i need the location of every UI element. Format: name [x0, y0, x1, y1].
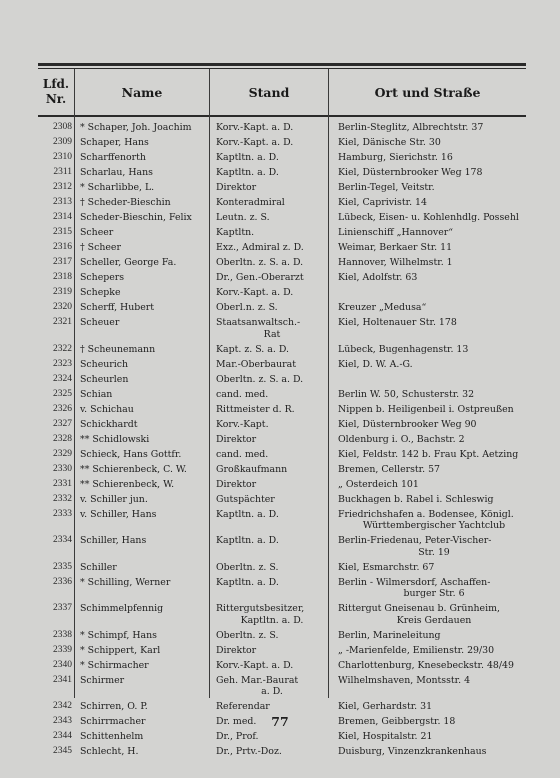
- row-name: Scharlau, Hans: [80, 167, 153, 178]
- row-number: 2325: [53, 388, 72, 399]
- row-number: 2321: [53, 317, 72, 327]
- header-stand: Stand: [248, 84, 290, 100]
- header-name: Name: [121, 84, 163, 100]
- row-name: Schieck, Hans Gottfr.: [80, 448, 182, 460]
- row-ort: „ Osterdeich 101: [338, 478, 419, 490]
- row-name: * Schippert, Karl: [80, 644, 161, 656]
- row-stand: Dr., Prof.: [216, 731, 259, 742]
- row-ort-continued: Kreis Gerdauen: [396, 614, 472, 626]
- row-stand-continued: Kaptltn. a. D.: [240, 614, 304, 626]
- header-ort: Ort und Straße: [374, 84, 481, 100]
- row-ort-continued: Str. 19: [418, 546, 450, 558]
- row-name: * Schaper, Joh. Joachim: [80, 122, 192, 133]
- row-stand: Gutspächter: [216, 493, 275, 505]
- row-ort: Friedrichshafen a. Bodensee, Königl.: [338, 508, 514, 520]
- row-name: Schiller, Hans: [80, 535, 147, 546]
- row-name: v. Schiller, Hans: [80, 508, 157, 520]
- row-ort: Bremen, Geibbergstr. 18: [338, 716, 456, 727]
- row-stand: Dr., Prtv.-Doz.: [216, 746, 282, 757]
- row-stand: Kaptltn. a. D.: [216, 576, 279, 588]
- row-number: 2327: [53, 418, 72, 429]
- row-name: Schimmelpfennig: [80, 603, 164, 614]
- column-divider-1: [74, 69, 75, 698]
- row-stand: Korv.-Kapt. a. D.: [216, 287, 294, 298]
- row-number: 2311: [53, 167, 72, 177]
- row-number: 2326: [53, 403, 72, 414]
- row-ort: Berlin, Marineleitung: [338, 629, 441, 641]
- row-stand: Referendar: [216, 701, 270, 712]
- row-ort: Duisburg, Vinzenzkrankenhaus: [338, 746, 487, 757]
- row-name: Scharffenorth: [80, 152, 146, 163]
- row-number: 2334: [53, 535, 72, 545]
- row-ort: Buckhagen b. Rabel i. Schleswig: [338, 493, 494, 505]
- row-name: Scheller, George Fa.: [80, 257, 177, 268]
- row-stand: Exz., Admiral z. D.: [216, 242, 304, 253]
- row-stand: Dr. med.: [216, 716, 257, 727]
- row-ort-continued: Württembergischer Yachtclub: [362, 520, 506, 531]
- row-name: Scheurlen: [80, 373, 129, 385]
- row-stand: Korv.-Kapt.: [216, 418, 269, 430]
- row-number: 2312: [53, 182, 72, 192]
- row-name: Schepers: [80, 272, 125, 283]
- row-number: 2322: [53, 343, 72, 354]
- row-number: 2330: [53, 463, 72, 474]
- row-name: Schirren, O. P.: [80, 701, 148, 712]
- row-ort: Nippen b. Heiligenbeil i. Ostpreußen: [338, 403, 514, 415]
- row-ort: Berlin-Friedenau, Peter-Vischer-: [338, 535, 492, 546]
- row-ort: Kiel, Adolfstr. 63: [338, 272, 418, 283]
- top-rule-thick: [38, 63, 526, 66]
- row-number: 2319: [53, 287, 72, 297]
- header-lfd-line1: Lfd.: [42, 77, 70, 91]
- row-ort: Kiel, Dänische Str. 30: [338, 137, 441, 148]
- row-number: 2320: [53, 302, 72, 312]
- row-stand: Kaptltn. a. D.: [216, 535, 279, 546]
- row-number: 2316: [53, 242, 72, 252]
- row-ort: Bremen, Cellerstr. 57: [338, 463, 441, 475]
- row-number: 2341: [53, 674, 72, 685]
- row-stand: Rittergutsbesitzer,: [216, 603, 305, 614]
- row-number: 2340: [53, 659, 72, 670]
- row-stand: Dr., Gen.-Oberarzt: [216, 272, 304, 283]
- row-name: * Schirmacher: [80, 659, 149, 671]
- row-stand: Kaptltn. a. D.: [216, 167, 279, 178]
- row-name: Scheer: [80, 227, 114, 238]
- row-number: 2314: [53, 212, 72, 222]
- row-number: 2345: [53, 746, 72, 756]
- row-stand: Direktor: [216, 644, 257, 656]
- row-name: v. Schichau: [80, 403, 134, 415]
- row-stand: Direktor: [216, 478, 257, 490]
- row-name: ** Schierenbeck, W.: [80, 478, 175, 490]
- row-number: 2342: [53, 701, 72, 711]
- row-stand: Kaptltn.: [216, 227, 255, 238]
- row-ort: Charlottenburg, Knesebeckstr. 48/49: [338, 659, 514, 671]
- row-name: ** Schierenbeck, C. W.: [80, 463, 187, 475]
- row-number: 2338: [53, 629, 72, 640]
- row-ort: Berlin-Steglitz, Albrechtstr. 37: [338, 122, 484, 133]
- header-rule: [38, 115, 526, 117]
- row-stand: Leutn. z. S.: [216, 212, 270, 223]
- row-number: 2343: [53, 716, 72, 726]
- row-number: 2331: [53, 478, 72, 489]
- row-name: * Schilling, Werner: [80, 576, 171, 588]
- row-name: Scheurich: [80, 358, 129, 370]
- row-ort: „ -Marienfelde, Emilienstr. 29/30: [338, 644, 495, 656]
- row-ort: Kiel, Holtenauer Str. 178: [338, 317, 457, 328]
- row-number: 2344: [53, 731, 72, 741]
- row-stand: Mar.-Oberbaurat: [216, 358, 296, 370]
- row-stand-continued: Rat: [263, 328, 281, 340]
- row-number: 2323: [53, 358, 72, 369]
- row-ort: Kiel, Düsternbrooker Weg 178: [338, 167, 483, 178]
- row-stand: Oberltn. z. S. a. D.: [216, 257, 304, 268]
- column-divider-2: [209, 69, 210, 698]
- row-name: * Scharlibbe, L.: [80, 182, 155, 193]
- row-ort: Kiel, Düsternbrooker Weg 90: [338, 418, 477, 430]
- row-ort: Wilhelmshaven, Montsstr. 4: [338, 674, 471, 686]
- row-stand: Kapt. z. S. a. D.: [216, 343, 289, 355]
- row-name: Scheder-Bieschin, Felix: [80, 212, 192, 223]
- row-number: 2310: [53, 152, 72, 162]
- row-stand: Korv.-Kapt. a. D.: [216, 122, 294, 133]
- column-divider-3: [328, 69, 329, 698]
- row-number: 2329: [53, 448, 72, 459]
- row-stand: Korv.-Kapt. a. D.: [216, 137, 294, 148]
- page-number: 77: [271, 714, 289, 729]
- row-number: 2332: [53, 493, 72, 504]
- row-stand: Oberltn. z. S. a. D.: [216, 373, 304, 385]
- row-name: Schian: [80, 388, 113, 400]
- row-stand: Großkaufmann: [216, 463, 288, 475]
- row-number: 2337: [53, 603, 72, 613]
- row-name: † Scheder-Bieschin: [80, 197, 171, 208]
- row-stand-continued: a. D.: [261, 686, 283, 697]
- row-ort: Weimar, Berkaer Str. 11: [338, 242, 453, 253]
- row-number: 2318: [53, 272, 72, 282]
- row-ort: Kiel, Gerhardstr. 31: [338, 701, 433, 712]
- row-name: Scheuer: [80, 317, 120, 328]
- row-stand: Konteradmiral: [216, 197, 285, 208]
- row-number: 2328: [53, 433, 72, 444]
- row-name: Scherff, Hubert: [80, 302, 155, 313]
- row-ort: Rittergut Gneisenau b. Grünheim,: [338, 603, 500, 614]
- row-number: 2336: [53, 576, 72, 587]
- row-stand: Geh. Mar.-Baurat: [216, 674, 299, 686]
- row-name: Schirmer: [80, 674, 125, 686]
- row-name: † Scheer: [80, 242, 121, 253]
- row-number: 2333: [53, 508, 72, 519]
- row-ort: Hannover, Wilhelmstr. 1: [338, 257, 453, 268]
- row-ort: Kiel, Caprivistr. 14: [338, 197, 427, 208]
- row-ort: Kiel, D. W. A.-G.: [338, 358, 413, 370]
- row-ort: Kiel, Hospitalstr. 21: [338, 731, 433, 742]
- header-lfd-nr: [38, 69, 74, 115]
- row-stand: Kaptltn. a. D.: [216, 152, 279, 163]
- row-number: 2335: [53, 561, 72, 572]
- row-stand: Direktor: [216, 182, 257, 193]
- row-name: Schlecht, H.: [80, 746, 139, 757]
- row-name: Schaper, Hans: [80, 137, 149, 148]
- row-number: 2308: [53, 122, 72, 132]
- row-name: ** Schidlowski: [80, 433, 150, 445]
- row-number: 2339: [53, 644, 72, 655]
- row-name: Schittenhelm: [80, 731, 144, 742]
- row-number: 2317: [53, 257, 72, 267]
- row-number: 2324: [53, 373, 72, 384]
- row-number: 2313: [53, 197, 72, 207]
- row-ort: Hamburg, Sierichstr. 16: [338, 152, 453, 163]
- row-name: v. Schiller jun.: [80, 493, 148, 505]
- row-number: 2309: [53, 137, 72, 147]
- row-stand: Oberltn. z. S.: [216, 561, 279, 573]
- row-stand: cand. med.: [216, 448, 269, 460]
- row-ort: Berlin - Wilmersdorf, Aschaffen-: [338, 576, 491, 588]
- row-name: * Schimpf, Hans: [80, 629, 157, 641]
- row-stand: Rittmeister d. R.: [216, 403, 295, 415]
- row-name: Schirrmacher: [80, 716, 146, 727]
- row-stand: Oberl.n. z. S.: [216, 302, 278, 313]
- row-name: Schickhardt: [80, 418, 138, 430]
- row-ort: Lübeck, Bugenhagenstr. 13: [338, 343, 469, 355]
- row-ort: Linienschiff „Hannover“: [338, 227, 454, 238]
- row-stand: Direktor: [216, 433, 257, 445]
- row-ort-continued: burger Str. 6: [403, 588, 465, 599]
- row-name: Schepke: [80, 287, 121, 298]
- row-ort: Kreuzer „Medusa“: [338, 302, 427, 313]
- row-stand: cand. med.: [216, 388, 269, 400]
- row-name: † Scheunemann: [80, 343, 156, 355]
- row-ort: Kiel, Esmarchstr. 67: [338, 561, 435, 573]
- row-stand: Staatsanwaltsch.-: [216, 317, 301, 328]
- row-ort: Oldenburg i. O., Bachstr. 2: [338, 433, 465, 445]
- row-number: 2315: [53, 227, 72, 237]
- row-name: Schiller: [80, 561, 117, 573]
- row-ort: Berlin W. 50, Schusterstr. 32: [338, 388, 475, 400]
- row-stand: Kaptltn. a. D.: [216, 508, 279, 520]
- row-ort: Kiel, Feldstr. 142 b. Frau Kpt. Aetzing: [338, 448, 519, 460]
- row-ort: Lübeck, Eisen- u. Kohlenhdlg. Possehl: [338, 212, 519, 223]
- row-stand: Oberltn. z. S.: [216, 629, 279, 641]
- row-stand: Korv.-Kapt. a. D.: [216, 659, 294, 671]
- row-ort: Berlin-Tegel, Veitstr.: [338, 182, 435, 193]
- header-lfd-line2: Nr.: [45, 92, 67, 106]
